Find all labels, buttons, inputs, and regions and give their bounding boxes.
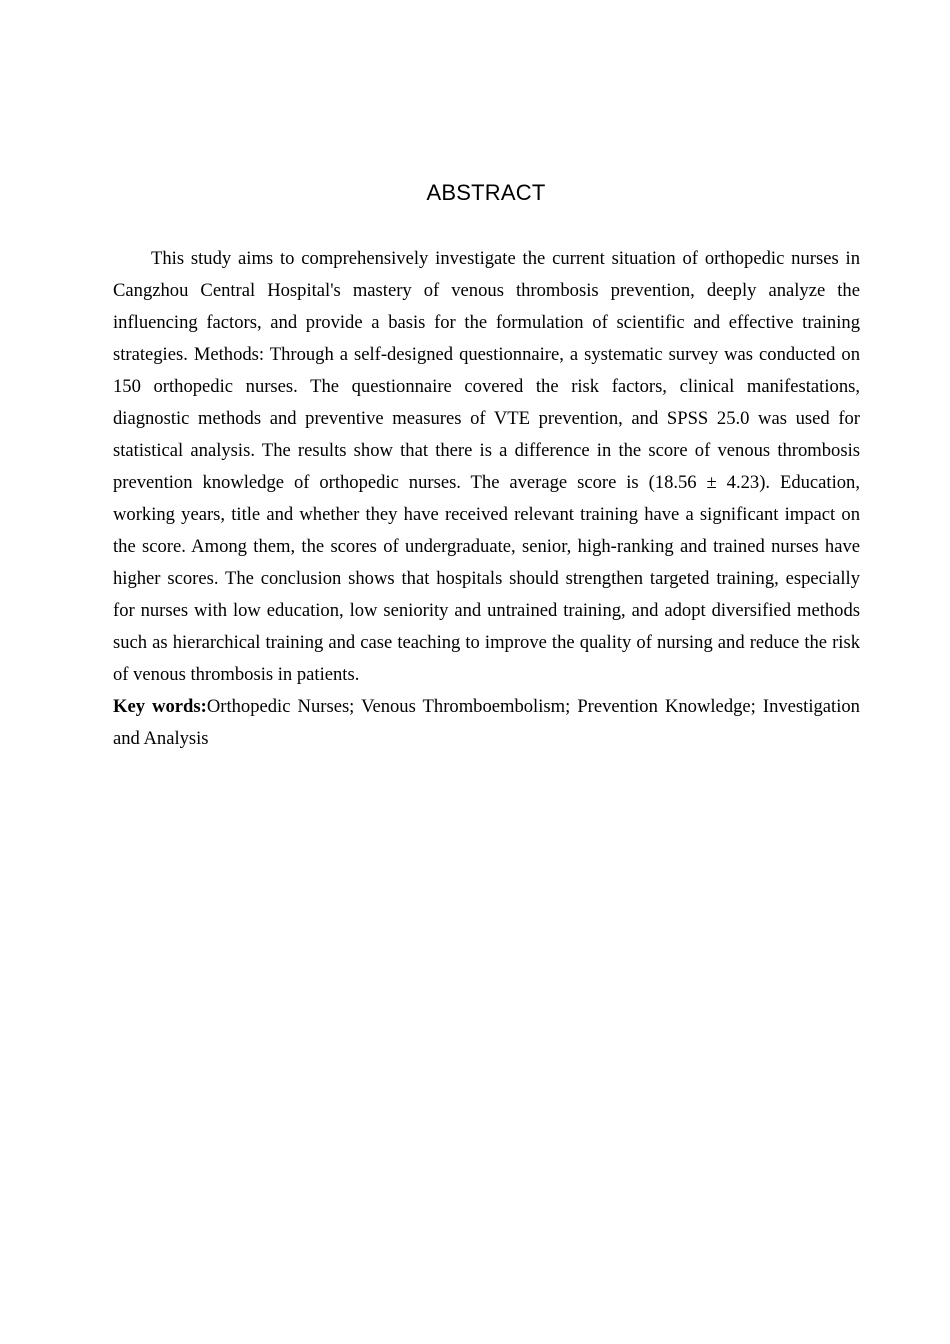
abstract-title: ABSTRACT	[426, 180, 546, 205]
keywords-text: Orthopedic Nurses; Venous Thromboembolism; Prevention Knowledge; Investigation and Analysis	[113, 696, 860, 749]
abstract-paragraph: This study aims to comprehensively investigate the current situation of orthopedic nurses in Cangzhou Central Hospital's mastery of venous thrombosis prevention, deeply analyze the influencing factors, and provide a basis for the formulation of scientific and effective training strategies. Methods: Through a self-designed questionnaire, a systematic survey was conducted on 150 orthopedic nurses. The questionnaire covered the risk factors, clinical manifestations, diagnostic methods and preventive measures of VTE prevention, and SPSS 25.0 was used for statistical analysis. The results show that there is a difference in the score of venous thrombosis prevention knowledge of orthopedic nurses. The average score is (18.56 ± 4.23). Education, working years, title and whether they have received relevant training have a significant impact on the score. Among them, the scores of undergraduate, senior, high-ranking and trained nurses have higher scores. The conclusion shows that hospitals should strengthen targeted training, especially for nurses with low education, low seniority and untrained training, and adopt diversified methods such as hierarchical training and case teaching to improve the quality of nursing and reduce the risk of venous thrombosis in patients.	[113, 248, 860, 685]
abstract-body	[113, 243, 860, 755]
keywords-line	[113, 691, 860, 755]
keywords-label: Key words:	[113, 696, 207, 717]
